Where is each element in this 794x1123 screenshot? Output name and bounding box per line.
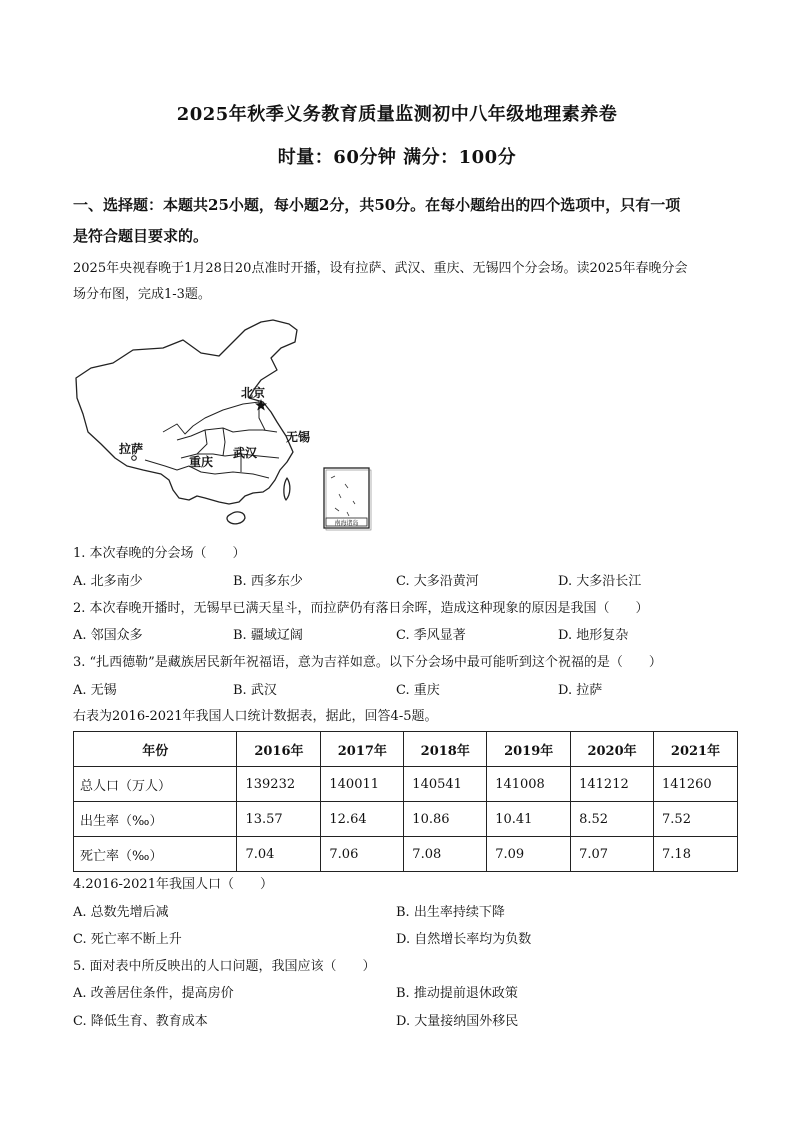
question-2-option-d[interactable]: D. 地形复杂	[558, 628, 629, 643]
table-cell: 140011	[321, 767, 404, 802]
table-cell: 7.06	[321, 837, 404, 872]
intro-passage-1	[73, 256, 723, 308]
table-cell: 10.86	[404, 802, 487, 837]
taiwan-island	[284, 478, 290, 500]
table-cell: 141260	[654, 767, 738, 802]
table-header-row	[74, 732, 738, 767]
table-header-cell: 年份	[74, 732, 237, 767]
question-1-option-d[interactable]: D. 大多沿长江	[558, 574, 642, 589]
question-5-option-a[interactable]: A. 改善居住条件，提高房价	[73, 986, 234, 1001]
map-label-wuxi: 无锡	[286, 430, 311, 444]
question-4-option-c[interactable]: C. 死亡率不断上升	[73, 932, 182, 947]
question-2-option-c[interactable]: C. 季风显著	[396, 628, 466, 643]
table-row	[74, 767, 738, 802]
table-header-cell: 2020年	[571, 732, 654, 767]
question-2-option-a[interactable]: A. 邻国众多	[73, 628, 143, 643]
table-cell: 7.18	[654, 837, 738, 872]
table-header-cell: 2021年	[654, 732, 738, 767]
question-3-option-b[interactable]: B. 武汉	[233, 683, 277, 698]
intro-passage-1-line1: 2025年央视春晚于1月28日20点准时开播，设有拉萨、武汉、重庆、无锡四个分会场。读2025年春晚分会	[73, 261, 688, 276]
table-header-cell: 2016年	[237, 732, 321, 767]
table-cell: 141212	[571, 767, 654, 802]
map-label-beijing: 北京	[241, 386, 266, 400]
question-3-option-d[interactable]: D. 拉萨	[558, 683, 603, 698]
question-1-option-a[interactable]: A. 北多南少	[73, 574, 143, 589]
question-5-option-b[interactable]: B. 推动提前退休政策	[396, 986, 518, 1001]
exam-title: 2025年秋季义务教育质量监测初中八年级地理素养卷	[176, 104, 618, 125]
china-venue-map	[73, 318, 373, 536]
intro-passage-1-line2: 场分布图，完成1-3题。	[73, 287, 211, 302]
question-2-option-b[interactable]: B. 疆域辽阔	[233, 628, 303, 643]
map-label-chongqing: 重庆	[189, 455, 214, 469]
section-heading-line1: 一、选择题：本题共25小题，每小题2分，共50分。在每小题给出的四个选项中，只有一项	[73, 196, 681, 214]
intro-passage-2: 右表为2016-2021年我国人口统计数据表，据此，回答4-5题。	[73, 709, 438, 724]
question-5-option-c[interactable]: C. 降低生育、教育成本	[73, 1014, 208, 1029]
table-cell: 13.57	[237, 802, 321, 837]
table-cell: 10.41	[487, 802, 571, 837]
population-table	[73, 731, 738, 872]
table-header-cell: 2018年	[404, 732, 487, 767]
question-4-stem: 4.2016-2021年我国人口（ ）	[73, 877, 273, 892]
section-heading-line2: 是符合题目要求的。	[73, 227, 209, 245]
question-1-option-c[interactable]: C. 大多沿黄河	[396, 574, 479, 589]
table-cell: 141008	[487, 767, 571, 802]
table-cell: 140541	[404, 767, 487, 802]
table-cell: 12.64	[321, 802, 404, 837]
question-5-stem: 5. 面对表中所反映出的人口问题，我国应该（ ）	[73, 959, 376, 974]
south-china-sea-inset	[324, 468, 371, 530]
question-4-option-a[interactable]: A. 总数先增后减	[73, 905, 169, 920]
table-cell: 7.09	[487, 837, 571, 872]
question-3-stem: 3. “扎西德勒”是藏族居民新年祝福语，意为吉祥如意。以下分会场中最可能听到这个祝福的是（ ）	[73, 655, 662, 670]
table-cell: 8.52	[571, 802, 654, 837]
map-label-wuhan: 武汉	[233, 446, 258, 460]
table-row	[74, 837, 738, 872]
table-cell: 7.07	[571, 837, 654, 872]
question-1-stem: 1. 本次春晚的分会场（ ）	[73, 546, 246, 561]
question-2-stem: 2. 本次春晚开播时，无锡早已满天星斗，而拉萨仍有落日余晖，造成这种现象的原因是我国（ ）	[73, 601, 649, 616]
china-outline	[76, 320, 297, 524]
table-header-cell: 2017年	[321, 732, 404, 767]
lasa-marker-icon	[132, 456, 137, 461]
table-cell: 7.08	[404, 837, 487, 872]
table-cell: 7.04	[237, 837, 321, 872]
exam-subtitle: 时量：60分钟 满分：100分	[277, 147, 517, 168]
table-row	[74, 802, 738, 837]
table-cell: 死亡率（‰）	[74, 837, 237, 872]
question-3-option-a[interactable]: A. 无锡	[73, 683, 117, 698]
question-4-option-b[interactable]: B. 出生率持续下降	[396, 905, 505, 920]
table-cell: 总人口（万人）	[74, 767, 237, 802]
hainan-island	[227, 512, 245, 524]
table-header-cell: 2019年	[487, 732, 571, 767]
inset-label: 南海诸岛	[334, 520, 359, 527]
question-5-option-d[interactable]: D. 大量接纳国外移民	[396, 1014, 519, 1029]
table-cell: 7.52	[654, 802, 738, 837]
table-cell: 出生率（‰）	[74, 802, 237, 837]
map-label-lasa: 拉萨	[119, 442, 144, 456]
question-3-option-c[interactable]: C. 重庆	[396, 683, 440, 698]
section-heading	[73, 190, 723, 252]
question-1-option-b[interactable]: B. 西多东少	[233, 574, 303, 589]
question-4-option-d[interactable]: D. 自然增长率均为负数	[396, 932, 532, 947]
table-cell: 139232	[237, 767, 321, 802]
